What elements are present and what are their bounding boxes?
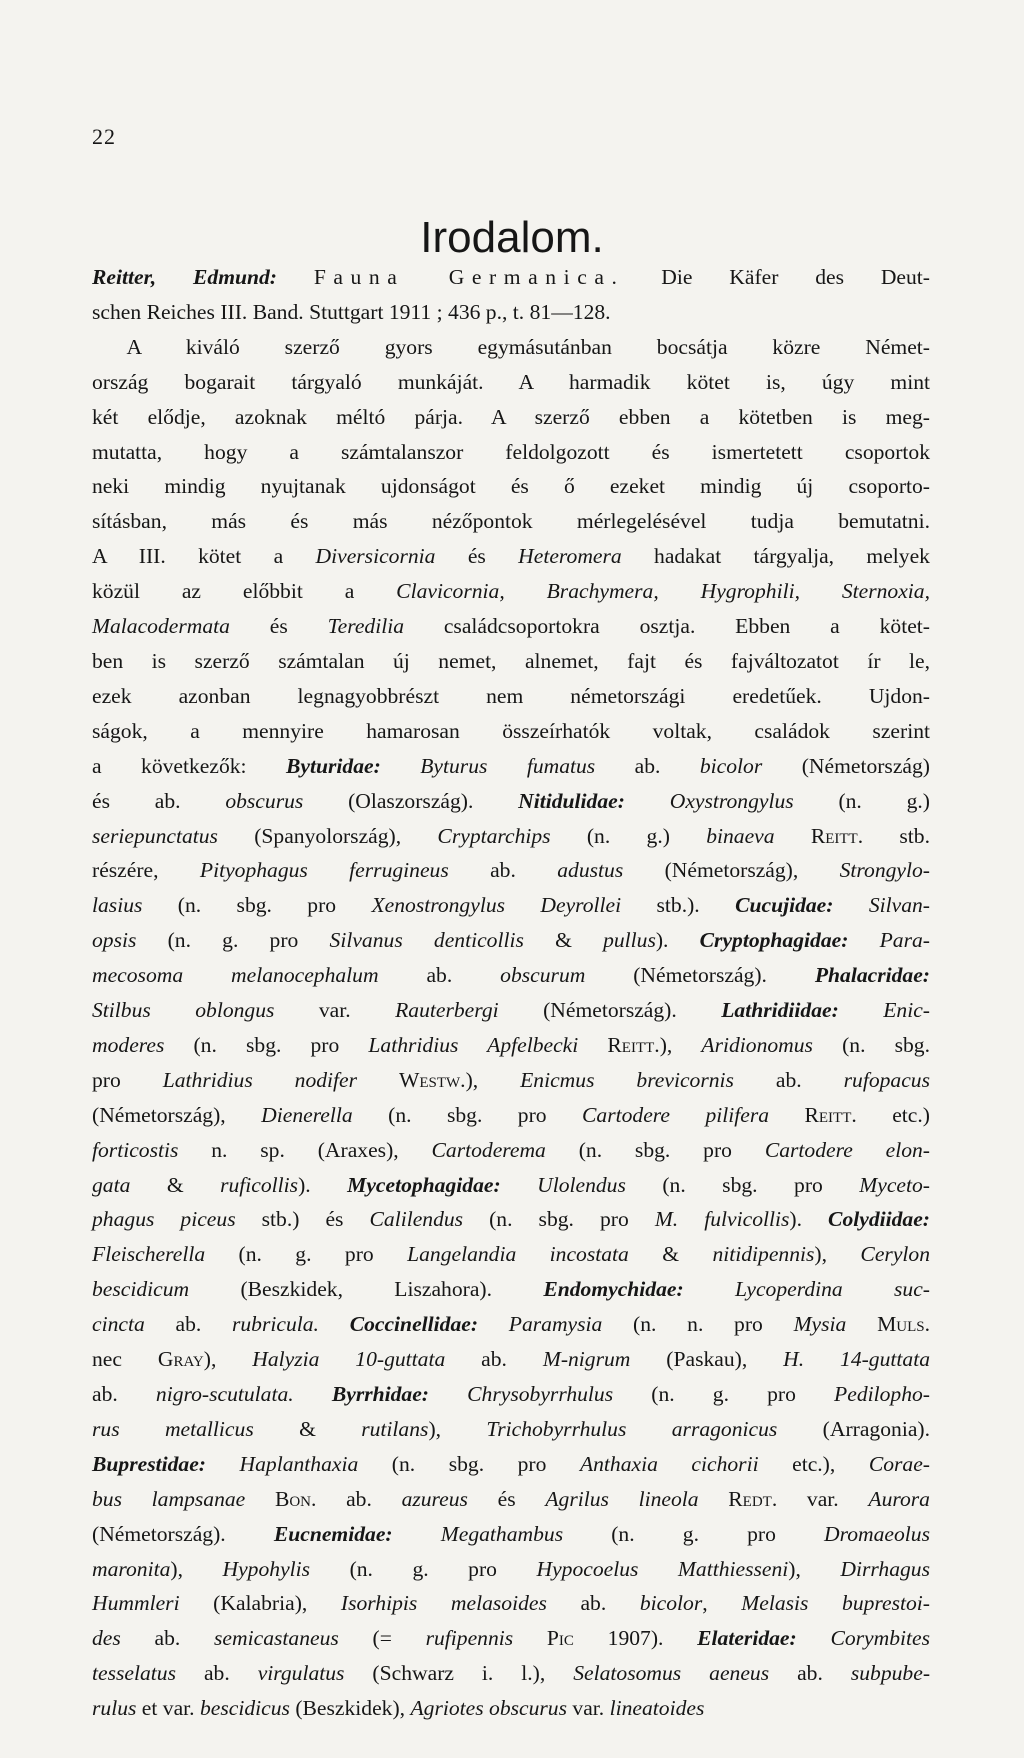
text-run bbox=[294, 1382, 332, 1406]
text-run: & bbox=[130, 1172, 221, 1197]
text-run: (Németország), bbox=[92, 1102, 262, 1127]
text-run: Reitt. bbox=[804, 1102, 857, 1127]
text-line bbox=[92, 504, 930, 539]
text-run: ). bbox=[298, 1172, 348, 1197]
text-run: ország bogarait tárgyaló munkáját. A harmadik kötet is, úgy mint bbox=[92, 369, 930, 394]
taxon-name: moderes bbox=[92, 1032, 165, 1057]
text-run bbox=[833, 893, 868, 917]
taxon-name: Mysia bbox=[793, 1312, 847, 1337]
text-line bbox=[92, 400, 930, 435]
text-run: ab. bbox=[769, 1661, 851, 1686]
text-run: (n. sbg. pro bbox=[164, 1032, 369, 1057]
taxon-name: Malacodermata bbox=[92, 614, 230, 639]
taxon-name: seriepunctatus bbox=[92, 823, 218, 848]
text-run: schen Reiches III. Band. Stuttgart 1911 ; 436 p., t. 81—128. bbox=[92, 299, 611, 324]
text-run: (n. n. pro bbox=[602, 1312, 794, 1337]
taxon-name: cincta bbox=[92, 1312, 145, 1337]
text-run bbox=[381, 754, 420, 778]
text-run: ab. bbox=[595, 753, 700, 778]
taxon-name: Aridionomus bbox=[701, 1032, 813, 1057]
taxon-name: rutilans bbox=[361, 1416, 429, 1441]
taxon-name: subpube- bbox=[850, 1661, 931, 1686]
taxon-name: Cerylon bbox=[860, 1242, 930, 1267]
text-run bbox=[319, 1312, 350, 1336]
text-run: ab. bbox=[316, 1486, 402, 1511]
text-run: (n. sbg. bbox=[812, 1032, 930, 1057]
text-run: etc.) bbox=[856, 1102, 930, 1127]
taxon-name: ruficollis bbox=[220, 1172, 299, 1197]
text-run: (Beszkidek, Liszahora). bbox=[189, 1277, 544, 1302]
text-run: var. bbox=[274, 998, 396, 1023]
text-run: ab. bbox=[144, 1312, 232, 1337]
text-run bbox=[357, 1068, 399, 1092]
taxon-name: Chrysobyrrhulus bbox=[467, 1382, 614, 1406]
text-run: családcsoportokra osztja. Ebben a kötet- bbox=[404, 614, 930, 639]
taxon-name: Strongylo- bbox=[839, 858, 930, 883]
taxon-name: virgulatus bbox=[257, 1661, 345, 1686]
text-run: és ab. bbox=[92, 788, 226, 813]
text-line bbox=[92, 1691, 930, 1726]
text-run: (Németország). bbox=[92, 1521, 274, 1546]
text-run: & bbox=[253, 1416, 362, 1441]
taxon-name: Agrilus lineola bbox=[545, 1486, 699, 1511]
text-run: ab. bbox=[175, 1661, 258, 1686]
taxon-name: bicolor bbox=[639, 1591, 703, 1616]
family-name: Phalacridae: bbox=[814, 963, 930, 988]
text-run: (n. g.) bbox=[793, 788, 930, 813]
text-run: ), bbox=[788, 1556, 841, 1581]
family-name: Coccinellidae: bbox=[349, 1312, 479, 1337]
text-line bbox=[92, 1202, 930, 1237]
taxon-name: Fleischerella bbox=[92, 1242, 206, 1267]
taxon-name: Ulolendus bbox=[537, 1172, 626, 1197]
taxon-name: M. fulvicollis bbox=[654, 1207, 790, 1232]
taxon-name: Para- bbox=[879, 928, 930, 953]
taxon-name: Corae- bbox=[868, 1451, 930, 1476]
text-run: ezek azonban legnagyobbrészt nem németországi eredetűek. Ujdon- bbox=[92, 683, 930, 708]
text-run: (Spanyolország), bbox=[217, 823, 438, 848]
taxon-name: Dirrhagus bbox=[840, 1556, 930, 1581]
taxon-name: lineatoides bbox=[609, 1696, 705, 1721]
text-line bbox=[92, 1028, 930, 1063]
taxon-name: H. 14-guttata bbox=[783, 1347, 930, 1372]
taxon-name: rufopacus bbox=[843, 1067, 930, 1092]
text-run: (Arragonia). bbox=[777, 1416, 930, 1441]
taxon-name: des bbox=[92, 1626, 121, 1651]
family-name: Nitidulidae: bbox=[518, 788, 625, 813]
taxon-name: Silvan- bbox=[868, 893, 930, 918]
text-line bbox=[92, 1517, 930, 1552]
family-name: Mycetophagidae: bbox=[347, 1172, 501, 1197]
taxon-name: rubricula. bbox=[231, 1312, 319, 1337]
text-run bbox=[775, 824, 811, 848]
text-run: (= bbox=[338, 1626, 426, 1651]
taxon-name: Stilbus oblongus bbox=[92, 998, 275, 1023]
text-run: et var. bbox=[136, 1696, 200, 1721]
text-run: ab. bbox=[733, 1067, 844, 1092]
text-run: ). bbox=[789, 1207, 829, 1232]
text-run: és bbox=[467, 1486, 546, 1511]
text-run: ab. bbox=[92, 1382, 156, 1406]
text-run: , bbox=[702, 1591, 742, 1616]
taxon-name: Hypohylis bbox=[222, 1556, 311, 1581]
text-line bbox=[92, 1168, 930, 1203]
family-name: Lathridiidae: bbox=[721, 998, 839, 1023]
text-run: ), bbox=[203, 1347, 253, 1372]
text-run: Pic bbox=[546, 1626, 574, 1651]
text-line bbox=[92, 1377, 930, 1412]
text-run: (n. sbg. pro bbox=[463, 1207, 655, 1232]
taxon-name: Teredilia bbox=[327, 614, 404, 639]
text-run: (n. g. pro bbox=[136, 928, 330, 953]
taxon-name: Clavicornia, Brachymera, Hygrophili, Sternoxia, bbox=[396, 579, 930, 604]
taxon-name: M-nigrum bbox=[542, 1347, 631, 1372]
text-run: Redt. bbox=[728, 1486, 778, 1511]
text-run: közül az előbbit a bbox=[92, 579, 397, 604]
taxon-name: Cryptarchips bbox=[437, 823, 551, 848]
text-run: és bbox=[229, 614, 328, 639]
taxon-name: Dienerella bbox=[261, 1102, 353, 1127]
text-run: két elődje, azoknak méltó párja. A szerző ebben a kötetben is meg- bbox=[92, 404, 930, 429]
text-run bbox=[846, 1312, 877, 1336]
text-run: (n. g. pro bbox=[205, 1242, 408, 1267]
taxon-name: mecosoma melanocephalum bbox=[92, 963, 379, 988]
text-line bbox=[92, 958, 930, 993]
text-run: (n. g. pro bbox=[563, 1521, 825, 1546]
text-run: ), bbox=[465, 1067, 521, 1092]
text-run bbox=[625, 789, 670, 813]
taxon-name: Oxystrongylus bbox=[669, 788, 794, 813]
text-line bbox=[92, 1482, 930, 1517]
text-line bbox=[92, 1307, 930, 1342]
family-name: Cryptophagidae: bbox=[699, 928, 849, 953]
text-run: stb.) és bbox=[235, 1207, 370, 1232]
taxon-name: bicolor bbox=[699, 753, 763, 778]
taxon-name: azureus bbox=[401, 1486, 468, 1511]
taxon-name: Halyzia 10-guttata bbox=[252, 1347, 446, 1372]
text-run: nec bbox=[92, 1347, 158, 1372]
text-run bbox=[699, 1487, 729, 1511]
text-run: ), bbox=[814, 1242, 861, 1267]
text-line bbox=[92, 1447, 930, 1482]
text-line bbox=[92, 435, 930, 470]
text-line bbox=[92, 749, 930, 784]
text-run: var. bbox=[567, 1696, 610, 1721]
text-run: (n. sbg. pro bbox=[352, 1102, 583, 1127]
text-run: (Németország). bbox=[498, 998, 722, 1023]
text-run: Westw. bbox=[398, 1067, 466, 1092]
text-run: Die Käfer des Deut- bbox=[624, 265, 930, 289]
text-line bbox=[92, 819, 930, 854]
taxon-name: Hummleri bbox=[92, 1591, 180, 1616]
taxon-name: rulus bbox=[92, 1696, 137, 1721]
taxon-name: opsis bbox=[92, 928, 137, 953]
text-line bbox=[92, 539, 930, 574]
text-run: (n. g. pro bbox=[613, 1382, 835, 1406]
taxon-name: Lathridius Apfelbecki bbox=[368, 1032, 579, 1057]
taxon-name: Heteromera bbox=[518, 544, 622, 569]
text-line bbox=[92, 1133, 930, 1168]
taxon-name: pullus bbox=[603, 928, 656, 953]
taxon-name: nigro-scutulata. bbox=[155, 1382, 294, 1406]
text-run: etc.), bbox=[758, 1451, 869, 1476]
taxon-name: Lathridius nodifer bbox=[162, 1067, 358, 1092]
taxon-name: adustus bbox=[557, 858, 624, 883]
text-run: a következők: bbox=[92, 753, 286, 778]
text-run: (n. g.) bbox=[550, 823, 707, 848]
text-run bbox=[393, 1522, 441, 1546]
text-line bbox=[92, 714, 930, 749]
text-run bbox=[684, 1277, 735, 1301]
taxon-name: Rauterbergi bbox=[395, 998, 499, 1023]
literature-entry bbox=[92, 260, 930, 1726]
family-name: Cucujidae: bbox=[735, 893, 834, 918]
text-run bbox=[429, 1382, 467, 1406]
text-line bbox=[92, 260, 930, 295]
text-line bbox=[92, 993, 930, 1028]
taxon-name: forticostis bbox=[92, 1137, 179, 1162]
text-line bbox=[92, 1412, 930, 1447]
text-line bbox=[92, 1237, 930, 1272]
taxon-name: Xenostrongylus Deyrollei bbox=[371, 893, 622, 918]
text-run: & bbox=[523, 928, 604, 953]
text-line bbox=[92, 609, 930, 644]
taxon-name: Agriotes obscurus bbox=[410, 1696, 568, 1721]
taxon-name: semicastaneus bbox=[214, 1626, 339, 1651]
family-name: Endomychidae: bbox=[543, 1277, 684, 1302]
taxon-name: Myceto- bbox=[859, 1172, 930, 1197]
text-line bbox=[92, 1656, 930, 1691]
taxon-name: Aurora bbox=[868, 1486, 930, 1511]
text-run: Reitt. bbox=[607, 1032, 660, 1057]
text-run: ). bbox=[655, 928, 700, 953]
text-run: mutatta, hogy a számtalanszor feldolgozott és ismertetett csoportok bbox=[92, 439, 930, 464]
text-run: hadakat tárgyalja, melyek bbox=[621, 544, 930, 569]
taxon-name: bescidicus bbox=[199, 1696, 290, 1721]
taxon-name: Langelandia incostata bbox=[407, 1242, 629, 1267]
taxon-name: gata bbox=[92, 1172, 131, 1197]
text-run bbox=[848, 928, 879, 952]
taxon-name: phagus piceus bbox=[92, 1207, 236, 1232]
text-run: és bbox=[435, 544, 519, 569]
text-run: 1907). bbox=[573, 1626, 698, 1651]
text-run: neki mindig nyujtanak ujdonságot és ő ezeket mindig új csoporto- bbox=[92, 474, 930, 499]
taxon-name: Paramysia bbox=[508, 1312, 603, 1337]
taxon-name: nitidipennis bbox=[712, 1242, 815, 1267]
taxon-name: Anthaxia cichorii bbox=[579, 1451, 759, 1476]
taxon-name: tesselatus bbox=[92, 1661, 176, 1686]
taxon-name: Haplanthaxia bbox=[239, 1451, 359, 1476]
text-run: (Paskau), bbox=[630, 1347, 784, 1372]
taxon-name: Byturus fumatus bbox=[420, 753, 596, 778]
text-run: (Kalabria), bbox=[179, 1591, 341, 1616]
page-number: 22 bbox=[92, 124, 116, 149]
taxon-name: Diversicornia bbox=[315, 544, 436, 569]
text-run: ), bbox=[428, 1416, 487, 1441]
text-run: var. bbox=[777, 1486, 869, 1511]
text-line bbox=[92, 853, 930, 888]
text-run: (n. sbg. pro bbox=[545, 1137, 765, 1162]
text-run bbox=[501, 1173, 537, 1197]
taxon-name: Hypocoelus Matthiesseni bbox=[536, 1556, 789, 1581]
text-line bbox=[92, 784, 930, 819]
text-run: (Schwarz i. l.), bbox=[344, 1661, 574, 1686]
taxon-name: Corymbites bbox=[830, 1626, 931, 1651]
text-line bbox=[92, 574, 930, 609]
text-run: ab. bbox=[120, 1626, 215, 1651]
taxon-name: Lycoperdina suc- bbox=[735, 1277, 930, 1302]
taxon-name: Isorhipis melasoides bbox=[340, 1591, 547, 1616]
text-line bbox=[92, 1342, 930, 1377]
text-line bbox=[92, 923, 930, 958]
taxon-name: Selatosomus aeneus bbox=[573, 1661, 770, 1686]
family-name: Reitter, Edmund: bbox=[92, 265, 277, 289]
taxon-name: bus lampsanae bbox=[92, 1486, 246, 1511]
text-line bbox=[92, 469, 930, 504]
family-name: Byrrhidae: bbox=[331, 1382, 429, 1406]
text-line bbox=[92, 1272, 930, 1307]
taxon-name: Melasis buprestoi- bbox=[741, 1591, 930, 1616]
text-run: Gray bbox=[157, 1347, 204, 1372]
taxon-name: Dromaeolus bbox=[824, 1521, 930, 1546]
text-run: & bbox=[628, 1242, 713, 1267]
taxon-name: Enicmus brevicornis bbox=[520, 1067, 734, 1092]
text-line bbox=[92, 1621, 930, 1656]
text-run: A kiváló szerző gyors egymásutánban bocsátja közre Német- bbox=[126, 334, 930, 359]
text-run: ), bbox=[659, 1032, 702, 1057]
taxon-name: Enic- bbox=[883, 998, 930, 1023]
taxon-name: Cartodere pilifera bbox=[582, 1102, 770, 1127]
text-run: (n. sbg. pro bbox=[142, 893, 372, 918]
text-run: (Olaszország). bbox=[303, 788, 519, 813]
text-line bbox=[92, 679, 930, 714]
taxon-name: Pedilopho- bbox=[834, 1382, 930, 1406]
text-run bbox=[513, 1626, 547, 1650]
taxon-name: Silvanus denticollis bbox=[329, 928, 524, 953]
text-run: (Németország). bbox=[585, 963, 815, 988]
text-run bbox=[578, 1033, 607, 1057]
text-run bbox=[206, 1452, 240, 1476]
text-run bbox=[839, 998, 883, 1022]
text-run: A III. kötet a bbox=[92, 544, 316, 569]
text-run: stb.). bbox=[621, 893, 736, 918]
taxon-name: Cartoderema bbox=[431, 1137, 546, 1162]
taxon-name: Megathambus bbox=[440, 1521, 564, 1546]
text-run: (Németország) bbox=[762, 753, 930, 778]
taxon-name: rufipennis bbox=[425, 1626, 514, 1651]
text-run: ab. bbox=[445, 1347, 543, 1372]
taxon-name: maronita bbox=[92, 1556, 171, 1581]
text-run: stb. bbox=[863, 823, 930, 848]
family-name: Elateridae: bbox=[697, 1626, 797, 1651]
text-line bbox=[92, 295, 930, 330]
text-run: ben is szerző számtalan új nemet, alnemet, fajt és fajváltozatot ír le, bbox=[92, 648, 930, 673]
family-name: Byturidae: bbox=[286, 753, 381, 778]
text-line bbox=[92, 644, 930, 679]
taxon-name: obscurum bbox=[500, 963, 586, 988]
text-run: (Németország), bbox=[623, 858, 840, 883]
taxon-name: rus metallicus bbox=[92, 1416, 254, 1441]
text-run: pro bbox=[92, 1067, 163, 1092]
taxon-name: lasius bbox=[92, 893, 143, 918]
text-run: Bon. bbox=[274, 1486, 317, 1511]
taxon-name: bescidicum bbox=[92, 1277, 190, 1302]
text-run: Fauna Germanica. bbox=[313, 265, 625, 289]
text-run: (n. sbg. pro bbox=[358, 1451, 580, 1476]
taxon-name: obscurus bbox=[225, 788, 304, 813]
text-run: sításban, más és más nézőpontok mérlegelésével tudja bemutatni. bbox=[92, 509, 930, 534]
text-line bbox=[92, 1063, 930, 1098]
text-run: Muls. bbox=[877, 1312, 930, 1337]
page-title: Irodalom. bbox=[420, 213, 604, 263]
text-run bbox=[478, 1312, 509, 1336]
taxon-name: Pityophagus ferrugineus bbox=[199, 858, 449, 883]
taxon-name: Cartodere elon- bbox=[764, 1137, 930, 1162]
text-run: (n. g. pro bbox=[310, 1556, 537, 1581]
text-run: ab. bbox=[546, 1591, 640, 1616]
text-run: (n. sbg. pro bbox=[625, 1172, 860, 1197]
text-line bbox=[92, 888, 930, 923]
text-line bbox=[92, 1586, 930, 1621]
taxon-name: Trichobyrrhulus arragonicus bbox=[486, 1416, 778, 1441]
text-line bbox=[92, 365, 930, 400]
family-name: Eucnemidae: bbox=[273, 1521, 393, 1546]
text-line bbox=[92, 1098, 930, 1133]
taxon-name: binaeva bbox=[706, 823, 775, 848]
text-run bbox=[769, 1103, 804, 1127]
text-run: ab. bbox=[448, 858, 558, 883]
text-run: ), bbox=[170, 1556, 223, 1581]
text-run: ab. bbox=[378, 963, 501, 988]
text-line bbox=[92, 330, 930, 365]
text-line bbox=[92, 1552, 930, 1587]
text-run: részére, bbox=[92, 858, 200, 883]
text-run: Reitt. bbox=[810, 823, 864, 848]
family-name: Colydiidae: bbox=[828, 1207, 930, 1232]
taxon-name: Calilendus bbox=[369, 1207, 464, 1232]
text-run: (Beszkidek), bbox=[289, 1696, 411, 1721]
text-run: n. sp. (Araxes), bbox=[178, 1137, 432, 1162]
family-name: Buprestidae: bbox=[92, 1451, 206, 1476]
text-run bbox=[797, 1626, 831, 1650]
text-run bbox=[245, 1487, 275, 1511]
text-run bbox=[277, 265, 314, 289]
text-run: ságok, a mennyire hamarosan összeírhatók voltak, családok szerint bbox=[92, 718, 930, 743]
